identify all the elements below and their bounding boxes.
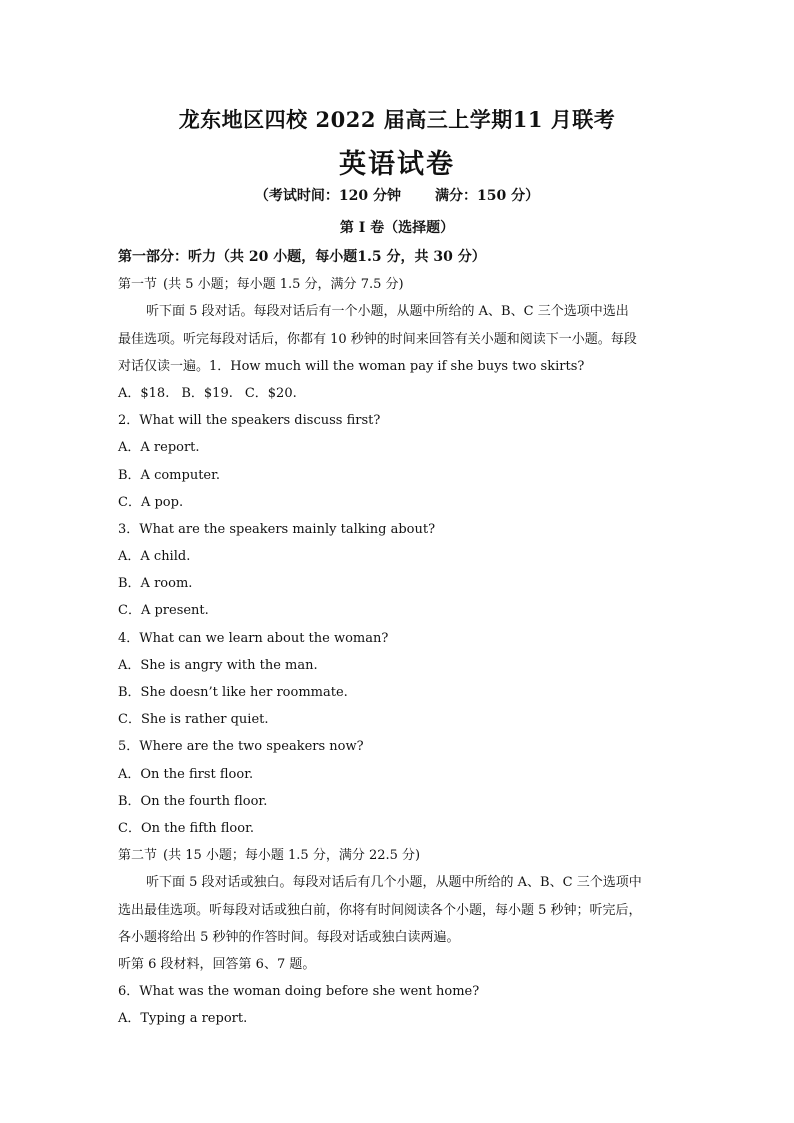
- section2-material: 听第 6 段材料，回答第 6、7 题。: [118, 956, 316, 972]
- section1-instruction-3: 对话仅读一遍。1．How much will the woman pay if she buys two skirts?: [118, 358, 585, 374]
- exam-info: [0, 185, 794, 205]
- section2-heading: [118, 842, 678, 869]
- section1-instruction-2: 最佳选项。听完每段对话后，你都有 10 秒钟的时间来回答有关小题和阅读下一小题。每段: [118, 331, 637, 347]
- q2-option-a: A．A report.: [118, 440, 200, 456]
- q2-option-c: C．A pop.: [118, 494, 184, 510]
- exam-time: （考试时间：120 分钟: [254, 188, 401, 204]
- exam-score: 满分：150 分）: [435, 188, 540, 204]
- q4-option-c: C．She is rather quiet.: [118, 712, 269, 728]
- q6-option-a: A．Typing a report.: [118, 1011, 248, 1027]
- q5-stem: 5．Where are the two speakers now?: [118, 739, 364, 755]
- section1-instruction-1: 听下面 5 段对话。每段对话后有一个小题，从题中所给的 A、B、C 三个选项中选出: [146, 304, 629, 320]
- q5-option-b: B．On the fourth floor.: [118, 793, 268, 809]
- section2-label: 第二节: [118, 848, 158, 864]
- q1-option-c: C．$20.: [244, 385, 297, 401]
- q4-option-a: A．She is angry with the man.: [118, 657, 318, 673]
- q2-option-b: B．A computer.: [118, 467, 221, 483]
- section2-instruction-3: 各小题将给出 5 秒钟的作答时间。每段对话或独白读两遍。: [118, 929, 460, 945]
- q6-stem: 6．What was the woman doing before she went home?: [118, 984, 480, 1000]
- q5-option-a: A．On the first floor.: [118, 766, 254, 782]
- section1-label: 第一节: [118, 277, 158, 293]
- q3-option-a: A．A child.: [118, 549, 191, 565]
- section1-note: (共 5 小题；每小题 1.5 分，满分 7.5 分): [163, 277, 404, 293]
- volume-heading: 第 I 卷（选择题）: [339, 220, 455, 236]
- subject-title: 英语试卷: [339, 149, 455, 180]
- q3-option-b: B．A room.: [118, 576, 193, 592]
- q2-stem: 2．What will the speakers discuss first?: [118, 413, 381, 429]
- section2-instruction-2: 选出最佳选项。听每段对话或独白前，你将有时间阅读各个小题，每小题 5 秒钟；听完后，: [118, 902, 642, 918]
- q1-option-a: A．$18.: [118, 385, 170, 401]
- q4-option-b: B．She doesn’t like her roommate.: [118, 685, 348, 700]
- q5-option-c: C．On the fifth floor.: [118, 820, 254, 836]
- section2-instruction-1: 听下面 5 段对话或独白。每段对话后有几个小题，从题中所给的 A、B、C 三个选项中: [146, 875, 642, 891]
- part1-heading: 第一部分：听力（共 20 小题，每小题1.5 分，共 30 分）: [118, 249, 486, 265]
- exam-title: 龙东地区四校 2022 届高三上学期11 月联考: [178, 107, 616, 132]
- exam-content: [118, 244, 678, 1032]
- section1-heading: [118, 271, 678, 298]
- section2-note: (共 15 小题；每小题 1.5 分，满分 22.5 分): [163, 848, 421, 864]
- q3-stem: 3．What are the speakers mainly talking about?: [118, 521, 436, 537]
- q1-option-b: B．$19.: [181, 385, 233, 401]
- q1-options: [118, 380, 678, 407]
- q3-option-c: C．A present.: [118, 603, 209, 619]
- q4-stem: 4．What can we learn about the woman?: [118, 630, 389, 646]
